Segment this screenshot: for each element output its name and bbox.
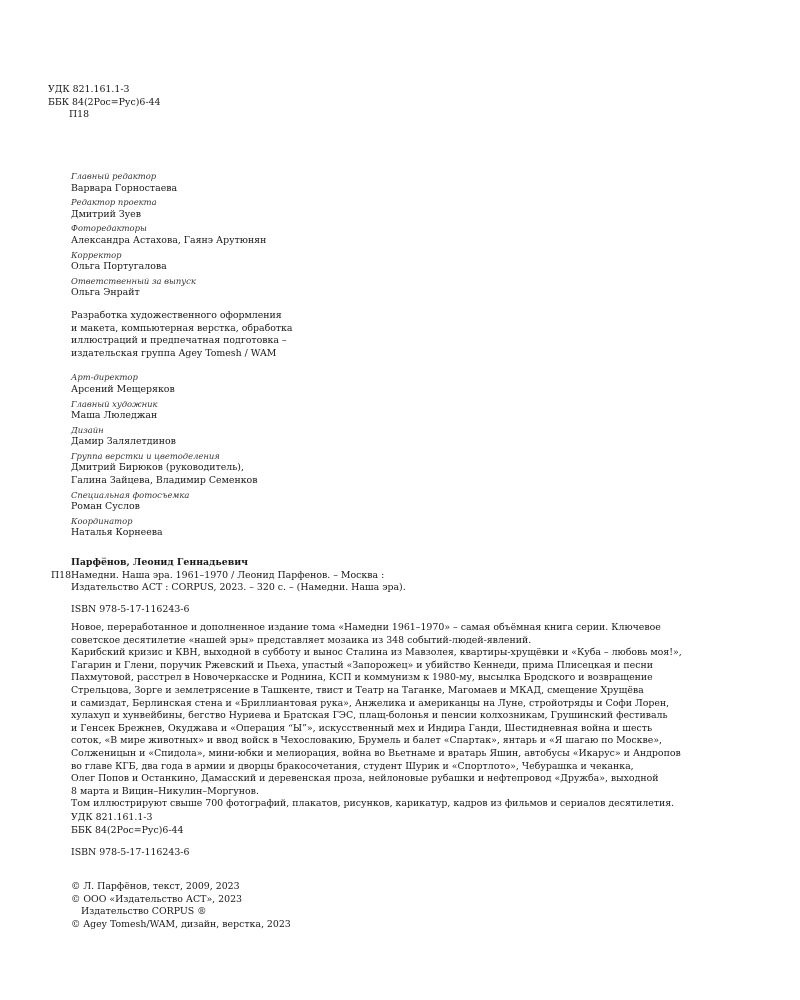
credit-item bbox=[71, 424, 391, 449]
annotation-line: хулахуп и хунвейбины, бегство Нуриева и Братская ГЭС, плащ-болонья и пенсии колхозникам, Грушинский фестиваль bbox=[71, 710, 668, 722]
credit-role: Группа верстки и цветоделения bbox=[71, 450, 220, 461]
credit-role: Корректор bbox=[71, 249, 122, 260]
bibliographic-line: Намедни. Наша эра. 1961–1970 / Леонид Парфенов. – Москва : bbox=[71, 569, 385, 581]
annotation-line: во главе КГБ, два года в армии и дворцы бракосочетания, студент Шурик и «Спортлото», Чебурашка и чеканка, bbox=[71, 760, 634, 772]
credit-role: Координатор bbox=[71, 515, 133, 526]
annotation-line: соток, «В мире животных» и ввод войск в Чехословакию, Брумель и балет «Спартак», янтарь и «Я шагаю по Москве», bbox=[71, 735, 663, 747]
credit-item bbox=[71, 275, 391, 300]
classification-codes bbox=[48, 84, 160, 122]
credit-role: Специальная фотосъемка bbox=[71, 489, 190, 500]
annotation-line: Гагарин и Глени, поручик Ржевский и Пьеха, упастый «Запорожец» и убийство Кеннеди, прима Плисецкая и песни bbox=[71, 659, 653, 671]
annotation-line: Солженицын и «Спидола», мини-юбки и мелиорация, война во Вьетнаме и вратарь Яшин, автобусы «Икарус» и Андропов bbox=[71, 747, 681, 759]
credits-section bbox=[71, 170, 391, 541]
udk-code: УДК 821.161.1-3 bbox=[71, 812, 153, 823]
credit-name: Дмитрий Бирюков (руководитель), bbox=[71, 462, 244, 474]
credit-item bbox=[71, 489, 391, 514]
credit-item bbox=[71, 249, 391, 274]
bibliographic-line: Издательство АСТ : CORPUS, 2023. – 320 с. – (Намедни. Наша эра). bbox=[71, 582, 406, 594]
credit-item bbox=[71, 371, 391, 396]
udk-code: УДК 821.161.1-3 bbox=[48, 84, 130, 95]
bibliographic-code: П18 bbox=[51, 569, 72, 581]
credit-item bbox=[71, 450, 391, 488]
development-line: иллюстраций и предпечатная подготовка – bbox=[71, 335, 287, 347]
copyright-line: Издательство CORPUS ® bbox=[81, 906, 207, 918]
annotation-line: Олег Попов и Останкино, Дамасский и деревенская проза, нейлоновые рубашки и нефтепровод «Дружба», выходной bbox=[71, 773, 659, 785]
development-note bbox=[71, 310, 391, 360]
credit-name: Варвара Горностаева bbox=[71, 182, 178, 194]
credit-item bbox=[71, 196, 391, 221]
credit-name: Ольга Энрайт bbox=[71, 287, 140, 299]
bibliographic-record bbox=[0, 557, 800, 595]
credit-role: Дизайн bbox=[71, 424, 104, 435]
credit-item bbox=[71, 515, 391, 540]
bibliographic-text bbox=[71, 570, 406, 595]
development-line: издательская группа Agey Tomesh / WAM bbox=[71, 347, 277, 359]
credit-item bbox=[71, 170, 391, 195]
credit-name: Александра Астахова, Гаянэ Арутюнян bbox=[71, 234, 267, 246]
bibliographic-entry bbox=[0, 570, 800, 595]
annotation-line: Карибский кризис и КВН, выходной в субботу и вынос Сталина из Мавзолея, квартиры-хрущёвки и «Куба – любовь моя!», bbox=[71, 647, 682, 659]
development-line: и макета, компьютерная верстка, обработка bbox=[71, 322, 293, 334]
footer-classification bbox=[71, 812, 183, 837]
bbk-code: ББК 84(2Рос=Рус)6-44 bbox=[48, 96, 161, 108]
footer-isbn: ISBN 978-5-17-116243-6 bbox=[71, 847, 190, 858]
author-name: Парфёнов, Леонид Геннадьевич bbox=[71, 557, 249, 568]
credit-role: Главный редактор bbox=[71, 171, 157, 181]
copyright-line: © ООО «Издательство АСТ», 2023 bbox=[71, 893, 242, 905]
annotation-line: Новое, переработанное и дополненное издание тома «Намедни 1961–1970» – самая объёмная книга серии. Ключевое bbox=[71, 622, 661, 633]
annotation-line: Стрельцова, Зорге и землетрясение в Ташкенте, твист и Театр на Таганке, Магомаев и МКАД, смещение Хрущёва bbox=[71, 684, 644, 696]
copyright-line: © Agey Tomesh/WAM, дизайн, верстка, 2023 bbox=[71, 918, 291, 930]
copyright-block bbox=[71, 881, 291, 931]
credit-name: Арсений Мещеряков bbox=[71, 383, 175, 395]
annotation bbox=[71, 622, 771, 811]
credit-name: Наталья Корнеева bbox=[71, 527, 163, 539]
annotation-line: советское десятилетие «нашей эры» представляет мозаика из 348 событий-людей-явлений. bbox=[71, 634, 532, 646]
isbn: ISBN 978-5-17-116243-6 bbox=[71, 604, 190, 615]
development-line: Разработка художественного оформления bbox=[71, 309, 282, 321]
credit-name: Маша Люледжан bbox=[71, 410, 158, 422]
author-mark: П18 bbox=[69, 109, 90, 121]
credit-name: Роман Суслов bbox=[71, 501, 140, 513]
credit-name: Галина Зайцева, Владимир Семенков bbox=[71, 475, 258, 487]
annotation-line: и Генсек Брежнев, Окуджава и «Операция “Ы”», искусственный мех и Индира Ганди, Шестидневная война и шесть bbox=[71, 722, 653, 734]
credit-item bbox=[71, 398, 391, 423]
credit-name: Дамир Залялетдинов bbox=[71, 436, 176, 448]
bbk-code: ББК 84(2Рос=Рус)6-44 bbox=[71, 824, 184, 836]
annotation-line: 8 марта и Вицин–Никулин–Моргунов. bbox=[71, 785, 259, 797]
credit-item bbox=[71, 222, 391, 247]
credit-role: Арт-директор bbox=[71, 372, 138, 383]
annotation-line: и самиздат, Берлинская стена и «Бриллиантовая рука», Анжелика и американцы на Луне, стройотряды и Софи Лорен, bbox=[71, 697, 670, 709]
credit-role: Редактор проекта bbox=[71, 197, 157, 208]
credit-role: Главный художник bbox=[71, 398, 158, 409]
credit-name: Дмитрий Зуев bbox=[71, 208, 142, 220]
credit-name: Ольга Португалова bbox=[71, 261, 167, 273]
annotation-line: Том иллюстрируют свыше 700 фотографий, плакатов, рисунков, карикатур, кадров из фильмов и сериалов десятилетия. bbox=[71, 798, 675, 810]
credit-role: Фоторедакторы bbox=[71, 223, 147, 234]
annotation-line: Пахмутовой, расстрел в Новочеркасске и Роднина, КСП и коммунизм к 1980-му, высылка Бродского и возвращение bbox=[71, 672, 653, 684]
copyright-line: © Л. Парфёнов, текст, 2009, 2023 bbox=[71, 881, 240, 892]
credit-role: Ответственный за выпуск bbox=[71, 275, 196, 286]
